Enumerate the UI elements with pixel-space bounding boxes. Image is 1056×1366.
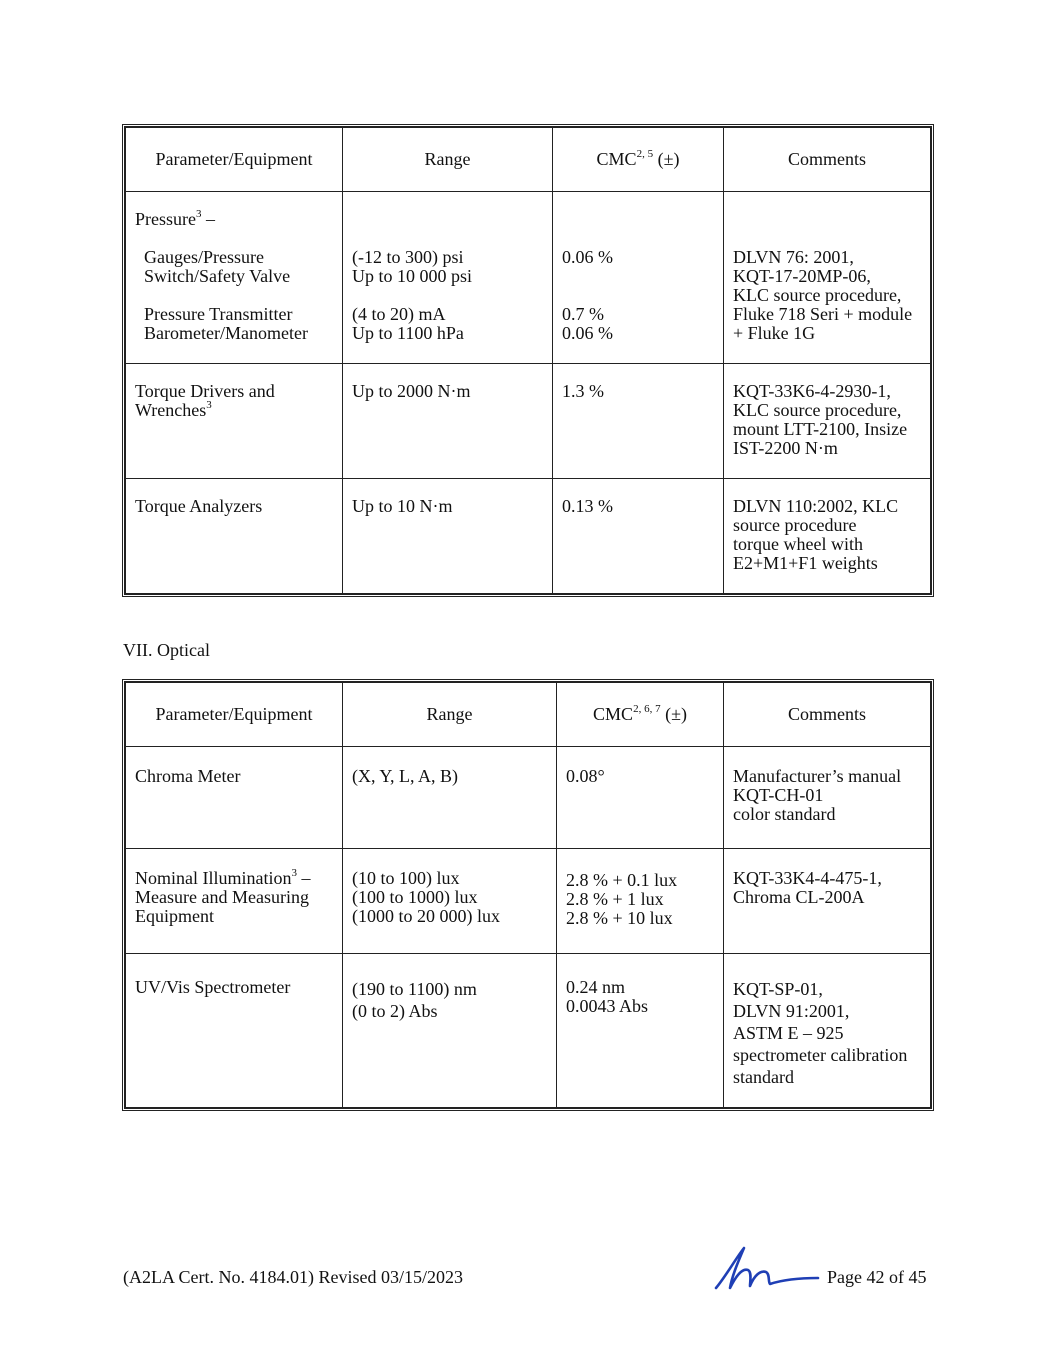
cell-cmc: 2.8 % + 0.1 lux 2.8 % + 1 lux 2.8 % + 10 lux (557, 849, 724, 954)
cell-parameter: Torque Drivers and Wrenches$^3$ (126, 364, 343, 479)
cell-comments: Manufacturer’s manual KQT-CH-01 color standard (724, 747, 931, 849)
cell-range: Up to 2000 N·m (343, 364, 553, 479)
cell-range: (-12 to 300) psi Up to 10 000 psi (4 to 20) mA Up to 1100 hPa (343, 192, 553, 364)
cell-cmc: 1.3 % (553, 364, 724, 479)
section-title: VII. Optical (123, 640, 210, 660)
header-parameter: Parameter/Equipment (126, 683, 343, 747)
header-comments: Comments (724, 683, 931, 747)
table-row (126, 364, 931, 479)
cell-comments: DLVN 76: 2001, KQT-17-20MP-06, KLC source procedure, Fluke 718 Seri + module + Fluke 1G (724, 192, 931, 364)
cell-cmc: 0.24 nm 0.0043 Abs (557, 954, 724, 1108)
signature-icon (712, 1244, 822, 1294)
cell-range: (10 to 100) lux (100 to 1000) lux (1000 to 20 000) lux (343, 849, 557, 954)
pressure-title: Pressure$^3$ – (135, 208, 215, 229)
table-row (126, 479, 931, 594)
cell-range: (190 to 1100) nm (0 to 2) Abs (343, 954, 557, 1108)
table-header-row (126, 128, 931, 192)
cell-cmc: 0.13 % (553, 479, 724, 594)
cell-cmc: 0.08° (557, 747, 724, 849)
header-comments: Comments (724, 128, 931, 192)
table-row (126, 192, 931, 364)
header-range: Range (343, 128, 553, 192)
header-parameter: Parameter/Equipment (126, 128, 343, 192)
footer-cert-revision: (A2LA Cert. No. 4184.01) Revised 03/15/2023 (123, 1267, 463, 1287)
cell-range: (X, Y, L, A, B) (343, 747, 557, 849)
cell-parameter: UV/Vis Spectrometer (126, 954, 343, 1108)
table-row (126, 747, 931, 849)
table-pressure-torque (122, 124, 934, 597)
table-header-row (126, 683, 931, 747)
cell-comments: KQT-SP-01, DLVN 91:2001, ASTM E – 925 spectrometer calibration standard (724, 954, 931, 1108)
cell-comments: KQT-33K4-4-475-1, Chroma CL-200A (724, 849, 931, 954)
cell-parameter: Torque Analyzers (126, 479, 343, 594)
table-row (126, 849, 931, 954)
cell-comments: KQT-33K6-4-2930-1, KLC source procedure, mount LTT-2100, Insize IST-2200 N·m (724, 364, 931, 479)
cell-cmc: 0.06 % 0.7 % 0.06 % (553, 192, 724, 364)
table-row (126, 954, 931, 1108)
header-cmc: CMC$^{2, 6, 7}$ (±) (557, 683, 724, 747)
table-optical (122, 679, 934, 1111)
cell-parameter: Chroma Meter (126, 747, 343, 849)
cell-comments: DLVN 110:2002, KLC source procedure torque wheel with E2+M1+F1 weights (724, 479, 931, 594)
header-range: Range (343, 683, 557, 747)
header-cmc: CMC$^{2, 5}$ (±) (553, 128, 724, 192)
cell-parameter: Nominal Illumination$^3$ – Measure and Measuring Equipment (126, 849, 343, 954)
cell-parameter: Pressure$^3$ – Gauges/Pressure Switch/Safety Valve Pressure Transmitter Barometer/Manometer (126, 192, 343, 364)
cell-range: Up to 10 N·m (343, 479, 553, 594)
page-number: Page 42 of 45 (827, 1267, 927, 1287)
